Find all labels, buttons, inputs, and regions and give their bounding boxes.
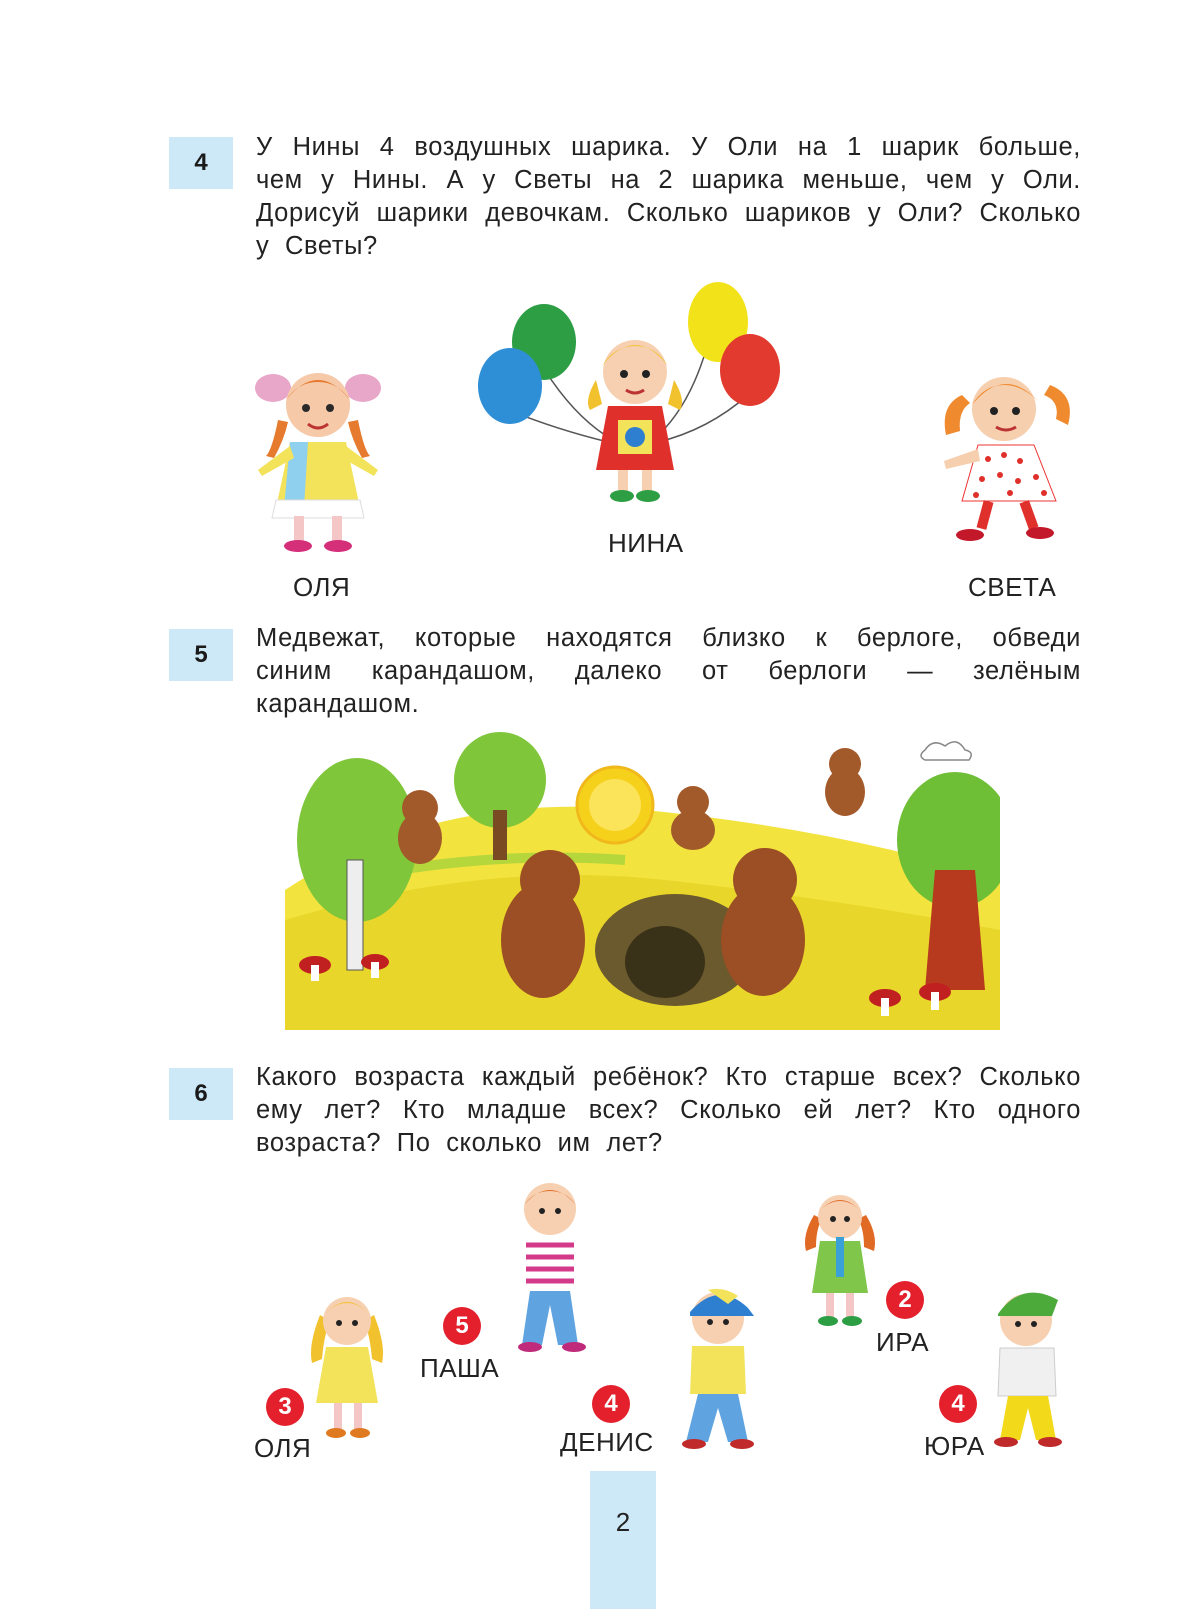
task-4-text: У Нины 4 воздушных шарика. У Оли на 1 шарик больше, чем у Нины. А у Светы на 2 шарика меньше, чем у Оли. Дорисуй шарики девочкам. Сколько шариков у Оли? Сколько у Светы?	[256, 133, 1081, 260]
age-badge-pasha: 5	[443, 1307, 481, 1345]
cloud-icon	[921, 742, 971, 760]
label-pasha: ПАША	[420, 1353, 500, 1383]
age-badge-ira: 2	[886, 1281, 924, 1319]
task-6-text: Какого возраста каждый ребёнок? Кто старше всех? Сколько ему лет? Кто младше всех? Сколько ей лет? Кто одного возраста? По сколько им лет?	[256, 1063, 1081, 1157]
label-olya-task4: ОЛЯ	[293, 572, 351, 602]
page-number: 2	[590, 1471, 656, 1609]
task-number-6: 6	[169, 1068, 233, 1120]
bear-far-left	[398, 790, 442, 864]
task-number-4: 4	[169, 137, 233, 189]
denis-boy-illustration	[668, 1282, 768, 1452]
sveta-girl-illustration	[932, 365, 1082, 555]
yura-boy-illustration	[978, 1280, 1078, 1450]
olya-small-girl-illustration	[302, 1285, 392, 1445]
bear-sitting-center	[671, 786, 715, 850]
pasha-boy-illustration	[500, 1175, 600, 1355]
nina-girl-with-balloons-illustration	[478, 280, 798, 530]
red-balloon	[720, 334, 780, 406]
olya-girl-illustration	[248, 360, 388, 560]
label-ira: ИРА	[876, 1327, 930, 1357]
age-badge-olya: 3	[266, 1388, 304, 1426]
age-badge-yura: 4	[939, 1385, 977, 1423]
bears-den-meadow-illustration	[285, 730, 1000, 1030]
label-denis: ДЕНИС	[560, 1427, 654, 1457]
blue-balloon	[478, 348, 542, 424]
label-olya-task6: ОЛЯ	[254, 1433, 312, 1463]
label-nina: НИНА	[608, 528, 684, 558]
task-5-text: Медвежат, которые находятся близко к берлоге, обведи синим карандашом, далеко от берлоги — зелёным карандашом.	[256, 624, 1081, 718]
label-yura: ЮРА	[924, 1431, 985, 1461]
task-number-5: 5	[169, 629, 233, 681]
age-badge-denis: 4	[592, 1385, 630, 1423]
label-sveta: СВЕТА	[968, 572, 1057, 602]
bear-far-right	[825, 748, 865, 816]
ira-girl-illustration	[800, 1185, 880, 1335]
